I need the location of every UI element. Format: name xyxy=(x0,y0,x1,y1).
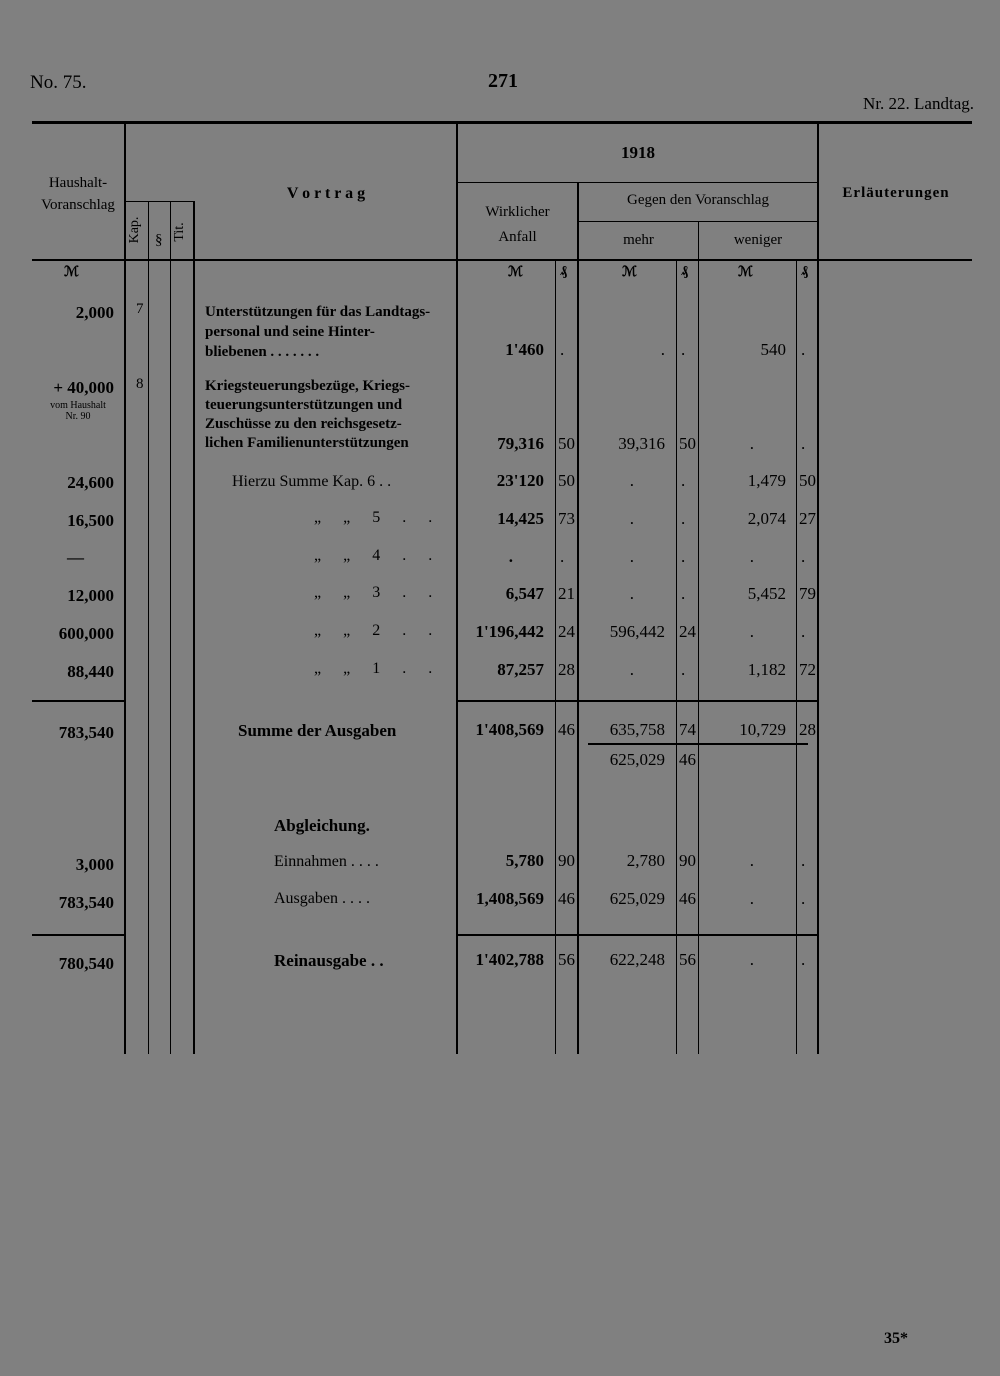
unit-mark-m: ℳ xyxy=(622,265,637,280)
par-header: § xyxy=(155,232,163,248)
row-0-haushalt: 2,000 xyxy=(75,303,114,322)
ausgaben-wirklich-pf: 46 xyxy=(558,889,575,908)
row-5-mehr: . xyxy=(629,584,634,603)
row-5-label: „ „ 3 . . xyxy=(314,584,433,601)
row-3-mehr: . xyxy=(629,509,634,528)
row-7-weniger: 1,182 xyxy=(747,660,786,679)
rein-rule-left xyxy=(32,934,124,936)
kap-header: Kap. xyxy=(127,216,142,244)
vortrag-header: V o r t r a g xyxy=(286,185,366,202)
row-4-wirklich-pf: . xyxy=(560,547,565,566)
rein-wirklich: 1'402,788 xyxy=(475,950,544,969)
row-1-weniger-pf: . xyxy=(801,434,806,453)
unit-pf-w: ₰ xyxy=(560,264,567,279)
einnahmen-label: Einnahmen . . . . xyxy=(274,853,379,870)
unit-mark-hh: ℳ xyxy=(64,265,79,280)
row-5-wirklich: 6,547 xyxy=(505,584,544,603)
row-4-label: „ „ 4 . . xyxy=(314,547,433,564)
row-7-mehr-pf: . xyxy=(681,660,686,679)
row-1-kap: 8 xyxy=(136,376,144,392)
summe-mehr-pf: 74 xyxy=(679,720,696,739)
section-label: Nr. 22. Landtag. xyxy=(863,94,974,113)
row-2-weniger-pf: 50 xyxy=(799,471,816,490)
einnahmen-weniger: . xyxy=(749,851,754,870)
row-0-wirklich-pf: . xyxy=(560,340,565,359)
row-2-wirklich-pf: 50 xyxy=(558,471,575,490)
row-4-haushalt: — xyxy=(67,548,84,567)
ausgaben-wirklich: 1,408,569 xyxy=(476,889,544,908)
row-1-haushalt-note: vom Haushalt Nr. 90 xyxy=(50,400,106,422)
year-header: 1918 xyxy=(621,143,655,162)
unit-pf-m: ₰ xyxy=(681,264,688,279)
row-5-weniger-pf: 79 xyxy=(799,584,816,603)
ausgaben-weniger-pf: . xyxy=(801,889,806,908)
row-3-weniger-pf: 27 xyxy=(799,509,816,528)
row-0-mehr-pf: . xyxy=(681,340,686,359)
row-2-haushalt: 24,600 xyxy=(67,473,114,492)
summe-difference: 625,029 xyxy=(609,750,665,769)
top-rule xyxy=(32,121,972,124)
row-0-weniger: 540 xyxy=(760,340,786,359)
row-3-haushalt: 16,500 xyxy=(67,511,114,530)
row-2-wirklich: 23'120 xyxy=(496,471,544,490)
col-line-wirklich-pf xyxy=(555,261,556,1054)
header-bottom-rule xyxy=(32,259,972,261)
row-7-haushalt: 88,440 xyxy=(67,662,114,681)
einnahmen-wirklich-pf: 90 xyxy=(558,851,575,870)
col-line-weniger-pf xyxy=(796,261,797,1054)
unit-mark-w: ℳ xyxy=(508,265,523,280)
row-5-haushalt: 12,000 xyxy=(67,586,114,605)
summe-weniger-pf: 28 xyxy=(799,720,816,739)
gegen-header: Gegen den Voranschlag xyxy=(627,192,769,208)
row-1-wirklich-pf: 50 xyxy=(558,434,575,453)
haushalt-header: Haushalt- Voranschlag xyxy=(41,175,115,213)
row-0-label: Unterstützungen für das Landtags- personal und seine Hinter- bliebenen . . . . . . . xyxy=(205,304,431,360)
ausgaben-label: Ausgaben . . . . xyxy=(274,890,370,907)
row-7-wirklich: 87,257 xyxy=(497,660,544,679)
row-6-haushalt: 600,000 xyxy=(58,624,114,643)
page-number: 271 xyxy=(488,70,518,92)
row-5-mehr-pf: . xyxy=(681,584,686,603)
document-number: No. 75. xyxy=(30,72,87,93)
row-6-weniger: . xyxy=(749,622,754,641)
row-6-mehr: 596,442 xyxy=(609,622,665,641)
row-4-weniger-pf: . xyxy=(801,547,806,566)
rein-mehr: 622,248 xyxy=(609,950,665,969)
col-line-par xyxy=(170,201,171,1054)
col-line-kap xyxy=(148,201,149,1054)
row-1-mehr: 39,316 xyxy=(618,434,665,453)
ausgaben-weniger: . xyxy=(749,889,754,908)
row-1-label: Kriegsteuerungsbezüge, Kriegs- teuerungsunterstützungen und Zuschüsse zu den reichsgesetz- lichen Familienunterstützungen xyxy=(205,378,410,451)
col-line-haushalt xyxy=(124,124,126,1054)
year-rule xyxy=(457,182,819,183)
ausgaben-mehr: 625,029 xyxy=(609,889,665,908)
kap-header-rule xyxy=(126,201,194,202)
col-line-wirklich xyxy=(577,182,579,1054)
row-4-wirklich: . xyxy=(508,547,513,566)
rein-wirklich-pf: 56 xyxy=(558,950,575,969)
signature-mark: 35* xyxy=(884,1330,908,1347)
row-3-wirklich-pf: 73 xyxy=(558,509,575,528)
row-0-weniger-pf: . xyxy=(801,340,806,359)
weniger-header: weniger xyxy=(733,232,783,248)
row-3-weniger: 2,074 xyxy=(747,509,786,528)
row-4-mehr: . xyxy=(629,547,634,566)
row-2-mehr-pf: . xyxy=(681,471,686,490)
sum-rule-right xyxy=(457,700,818,702)
einnahmen-haushalt: 3,000 xyxy=(75,855,114,874)
row-3-wirklich: 14,425 xyxy=(497,509,544,528)
wirklich-header: Wirklicher Anfall xyxy=(485,204,550,245)
row-1-haushalt: + 40,000 xyxy=(53,378,114,397)
summe-wirklich: 1'408,569 xyxy=(475,720,544,739)
row-5-wirklich-pf: 21 xyxy=(558,584,575,603)
summe-mehr: 635,758 xyxy=(609,720,665,739)
sum-rule-left xyxy=(32,700,124,702)
rein-mehr-pf: 56 xyxy=(679,950,696,969)
row-7-mehr: . xyxy=(629,660,634,679)
row-1-wirklich: 79,316 xyxy=(497,434,544,453)
row-7-weniger-pf: 72 xyxy=(799,660,816,679)
row-2-mehr: . xyxy=(629,471,634,490)
einnahmen-wirklich: 5,780 xyxy=(505,851,544,870)
row-7-wirklich-pf: 28 xyxy=(558,660,575,679)
row-6-mehr-pf: 24 xyxy=(679,622,696,641)
row-2-weniger: 1,479 xyxy=(747,471,786,490)
row-0-mehr: . xyxy=(660,340,665,359)
summe-wirklich-pf: 46 xyxy=(558,720,575,739)
row-3-label: „ „ 5 . . xyxy=(314,509,433,526)
ausgaben-mehr-pf: 46 xyxy=(679,889,696,908)
row-2-label: Hierzu Summe Kap. 6 . . xyxy=(232,473,392,490)
row-7-label: „ „ 1 . . xyxy=(314,660,433,677)
rein-weniger: . xyxy=(749,950,754,969)
unit-mark-n: ℳ xyxy=(738,265,753,280)
abgleichung-title: Abgleichung. xyxy=(274,816,370,835)
row-0-wirklich: 1'460 xyxy=(505,340,544,359)
row-6-wirklich: 1'196,442 xyxy=(475,622,544,641)
mehr-header: mehr xyxy=(623,232,654,248)
row-6-label: „ „ 2 . . xyxy=(314,622,433,639)
rein-haushalt: 780,540 xyxy=(58,954,114,973)
row-5-weniger: 5,452 xyxy=(747,584,786,603)
unit-pf-n: ₰ xyxy=(801,264,808,279)
row-6-wirklich-pf: 24 xyxy=(558,622,575,641)
rein-label: Reinausgabe . . xyxy=(274,951,384,970)
rein-rule-right xyxy=(457,934,818,936)
summe-weniger: 10,729 xyxy=(739,720,786,739)
row-4-mehr-pf: . xyxy=(681,547,686,566)
einnahmen-weniger-pf: . xyxy=(801,851,806,870)
row-6-weniger-pf: . xyxy=(801,622,806,641)
einnahmen-mehr: 2,780 xyxy=(626,851,665,870)
rein-weniger-pf: . xyxy=(801,950,806,969)
ausgaben-haushalt: 783,540 xyxy=(58,893,114,912)
einnahmen-mehr-pf: 90 xyxy=(679,851,696,870)
col-line-tit xyxy=(193,201,195,1054)
summe-haushalt: 783,540 xyxy=(58,723,114,742)
row-3-mehr-pf: . xyxy=(681,509,686,528)
summe-difference-pf: 46 xyxy=(679,750,696,769)
row-1-mehr-pf: 50 xyxy=(679,434,696,453)
summe-label: Summe der Ausgaben xyxy=(238,721,397,740)
row-0-kap: 7 xyxy=(136,301,144,317)
row-4-weniger: . xyxy=(749,547,754,566)
col-line-mehr-pf xyxy=(676,261,677,1054)
erlaeuterungen-header: Erläuterungen xyxy=(842,185,950,201)
tit-header: Tit. xyxy=(172,222,187,242)
row-1-weniger: . xyxy=(749,434,754,453)
